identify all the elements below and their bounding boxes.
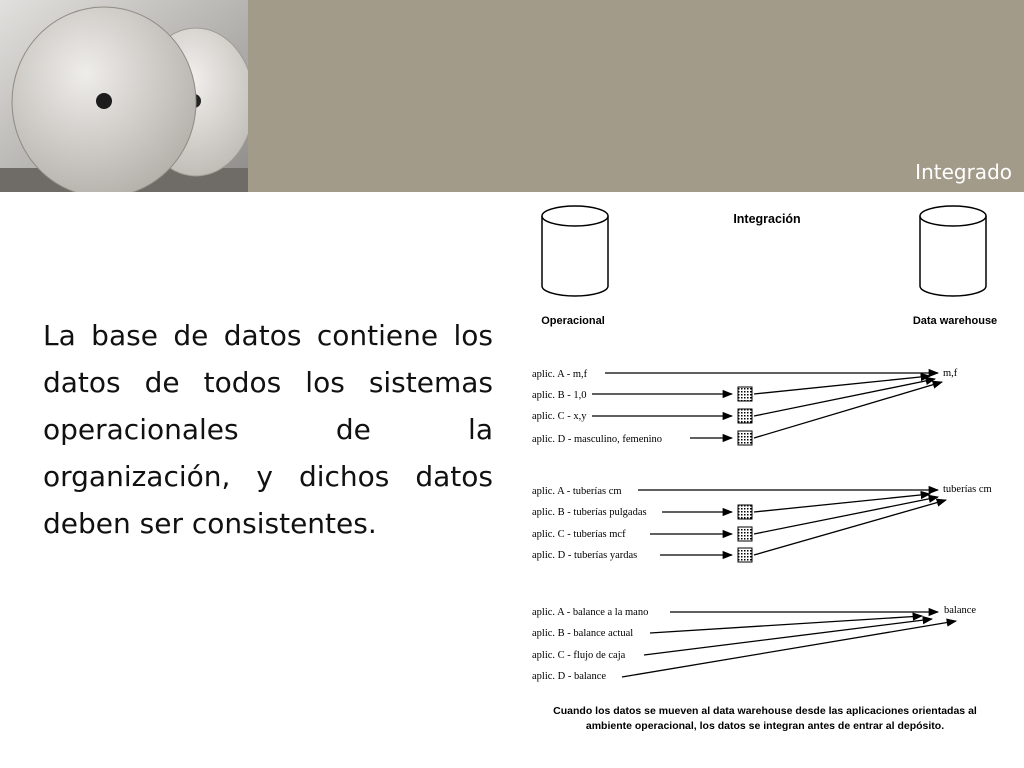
caption-line-2: ambiente operacional, los datos se integran antes de entrar al depósito. [585, 720, 945, 732]
target-item: tuberías cm [943, 484, 992, 495]
source-item: aplic. A - tuberías cm [532, 486, 622, 497]
group-pipes [532, 484, 992, 562]
source-label: Operacional [541, 315, 605, 327]
group-balance [532, 605, 976, 682]
operational-db-icon [542, 206, 608, 296]
source-item: aplic. B - balance actual [532, 628, 634, 639]
source-item: aplic. C - x,y [532, 411, 587, 422]
source-item: aplic. A - m,f [532, 369, 588, 380]
target-item: balance [944, 605, 977, 616]
source-item: aplic. D - tuberías yardas [532, 550, 638, 561]
data-warehouse-db-icon [920, 206, 986, 296]
banner-title: Integrado [915, 160, 1012, 184]
disks-photo [0, 0, 248, 192]
source-item: aplic. B - 1,0 [532, 390, 587, 401]
source-item: aplic. D - balance [532, 671, 607, 682]
header-banner [0, 0, 1024, 192]
source-item: aplic. D - masculino, femenino [532, 434, 663, 445]
target-label: Data warehouse [912, 315, 998, 327]
body-paragraph: La base de datos contiene los datos de todos los sistemas operacionales de la organización, y dichos datos deben ser consistentes. [43, 319, 493, 540]
source-item: aplic. C - flujo de caja [532, 650, 626, 661]
target-item: m,f [943, 368, 958, 379]
caption-line-1: Cuando los datos se mueven al data warehouse desde las aplicaciones orientadas al [553, 705, 977, 717]
source-item: aplic. B - tuberías pulgadas [532, 507, 647, 518]
source-item: aplic. C - tuberías mcf [532, 529, 626, 540]
integration-diagram [510, 196, 1020, 741]
diagram-title: Integración [733, 212, 801, 226]
group-gender [532, 368, 958, 445]
source-item: aplic. A - balance a la mano [532, 607, 649, 618]
